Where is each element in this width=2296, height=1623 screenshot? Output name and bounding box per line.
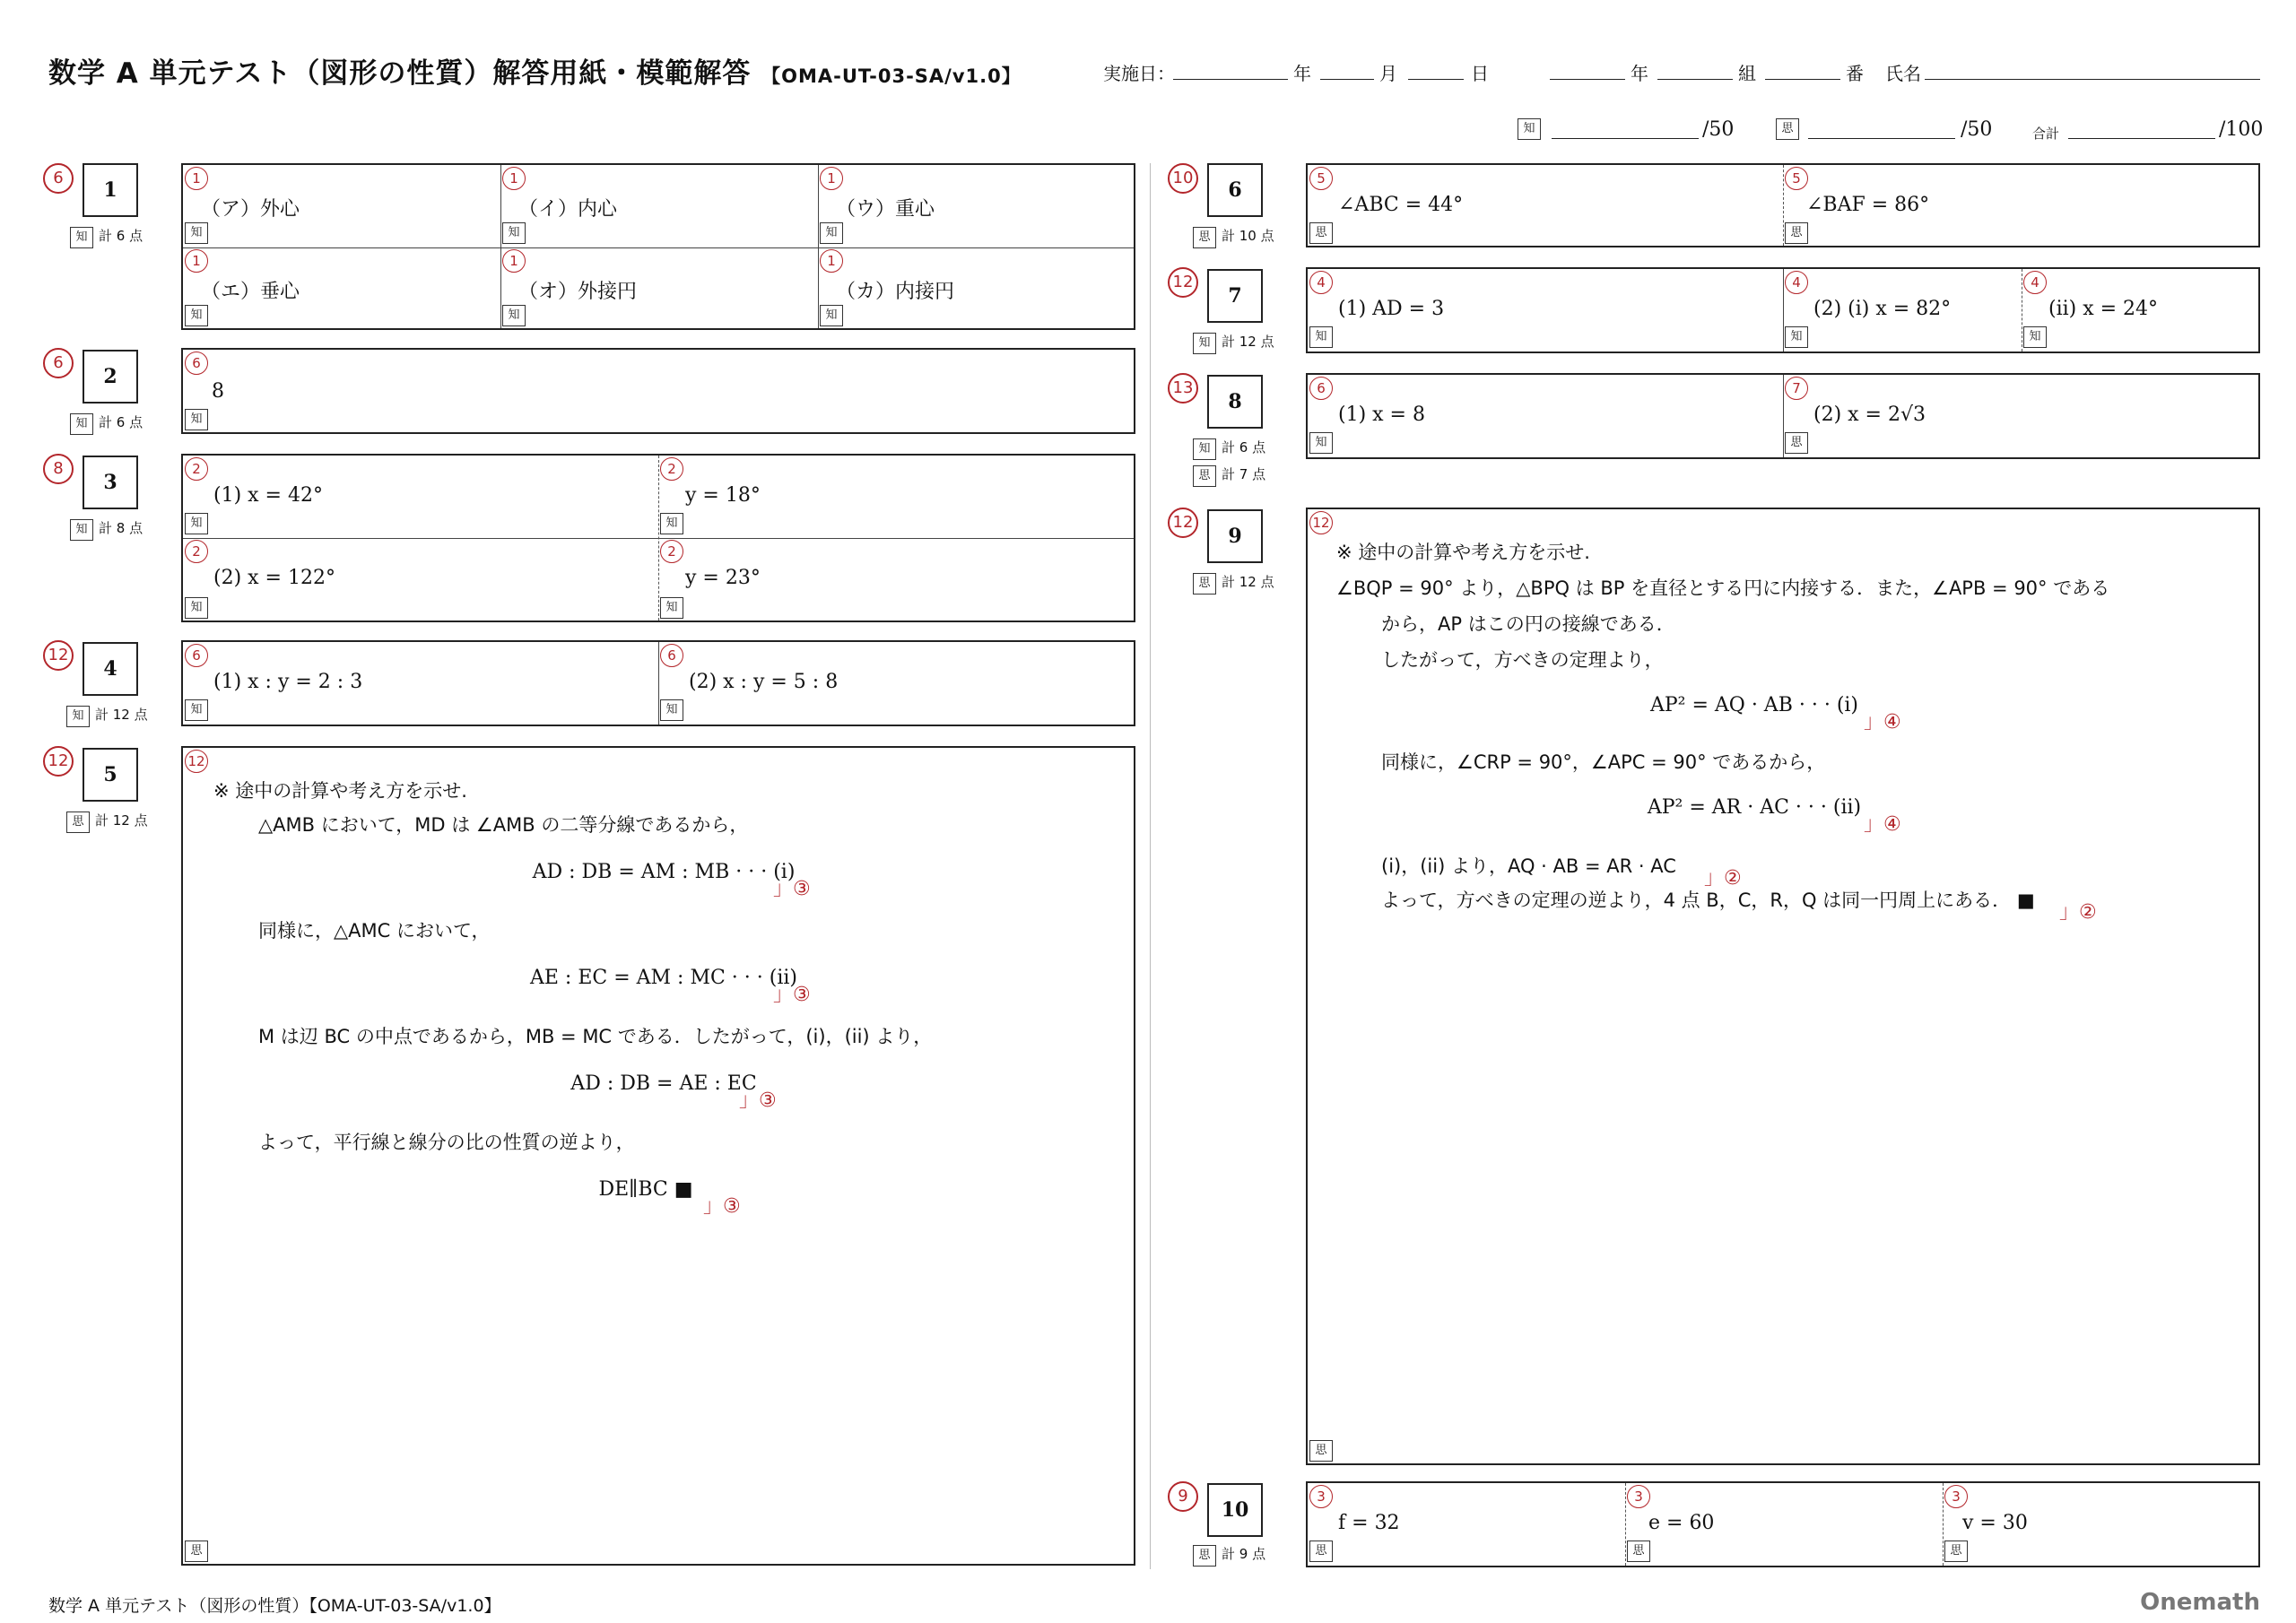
q1c-answer: （ウ）重心 [836,198,935,221]
q5-score-mark: 」③ [773,878,811,900]
q1e-kind: 知 [502,305,526,326]
column-divider [1150,163,1151,1569]
q5-instruction: ※ 途中の計算や考え方を示せ. [213,780,467,802]
title-code: 【OMA-UT-03-SA/v1.0】 [761,65,1022,87]
q9-line: から，AP はこの円の接線である． [1381,613,1675,635]
q8-total-chi-text: 計 6 点 [1222,439,1266,456]
q3-1y-kind: 知 [660,513,683,534]
year-label: 年 [1293,63,1311,84]
q10-e-answer: e = 60 [1648,1512,1715,1534]
q1d-kind: 知 [185,305,208,326]
q1c-points: 1 [820,167,843,190]
q7-2ii-points: 4 [2023,271,2047,294]
q1-row-divider [183,247,1134,248]
q1e-points: 1 [502,249,526,273]
q3-col-divider [658,456,659,621]
q1a-answer: （ア）外心 [201,198,300,221]
q1-points-circle: 6 [43,163,74,194]
q3-total-text: 計 8 点 [99,520,144,536]
q2-kind-box: 知 [185,409,208,430]
q4-col-divider [658,642,659,725]
day-label: 日 [1471,63,1489,84]
score-total-max: /100 [2219,118,2264,141]
q9-total [1193,572,1274,595]
q5-equation: DE∥BC ■ [598,1178,693,1201]
q4-2-points: 6 [660,644,683,667]
q10-v-answer: v = 30 [1962,1512,2028,1534]
q10-total [1193,1544,1265,1567]
q10-v-points: 3 [1944,1485,1968,1508]
date-year-field[interactable] [1173,79,1288,80]
q9-score-mark: 」④ [1864,711,1901,733]
q10-col-divider [1943,1483,1944,1566]
score-chi-box: 知 [1518,118,1541,140]
q2-number: 2 [83,350,138,404]
q7-kind: 知 [1193,333,1216,354]
q9-kind-box: 思 [1309,1440,1333,1462]
score-chi-field[interactable] [1552,138,1699,139]
q3-2x-points: 2 [185,540,208,563]
q3-points-circle: 8 [43,454,74,484]
class-field[interactable] [1657,79,1733,80]
q8-kind-shi: 思 [1193,465,1216,487]
q9-points-circle: 12 [1168,508,1198,538]
q5-points: 12 [185,750,208,773]
q8-answer-frame [1306,373,2260,459]
q1a-points: 1 [185,167,208,190]
q8-2-kind: 思 [1785,432,1808,454]
q6-1-points: 5 [1309,167,1333,190]
q1f-kind: 知 [820,305,843,326]
q9-equation: AP² = AR · AC · · · (ii) [1647,796,1862,819]
q1b-kind: 知 [502,222,526,244]
q9-score-mark: 」② [2059,901,2097,924]
q1e-answer: （オ）外接円 [518,281,638,303]
q10-f-answer: f = 32 [1338,1512,1400,1534]
score-total-field[interactable] [2068,138,2215,139]
title-text: 数学 A 単元テスト（図形の性質）解答用紙・模範解答 [48,57,752,90]
q6-number: 6 [1207,163,1263,217]
q4-total [66,705,148,727]
q4-answer-frame [181,640,1135,726]
q9-number: 9 [1207,509,1263,563]
name-label: 氏名 [1885,63,1921,84]
q8-2-answer: (2) x = 2√3 [1813,404,1926,426]
q6-1-kind: 思 [1309,222,1333,244]
class-year-field[interactable] [1550,79,1625,80]
q9-line: ∠BQP = 90° より，△BPQ は BP を直径とする円に内接する．また，∠APB = 90° である [1336,577,2110,599]
q5-answer-frame [181,746,1135,1566]
q9-kind: 思 [1193,573,1216,595]
q3-2x-answer: (2) x = 122° [213,567,335,589]
q1-number: 1 [83,163,138,217]
q2-answer: 8 [212,380,224,403]
q1-total [70,226,143,248]
q6-kind: 思 [1193,227,1216,248]
month-label: 月 [1379,63,1397,84]
q7-2ii-answer: (ii) x = 24° [2048,298,2159,320]
q7-number: 7 [1207,269,1263,323]
q6-answer-frame [1306,163,2260,247]
q8-total-shi-text: 計 7 点 [1222,466,1266,482]
q9-line: したがって，方べきの定理より， [1381,649,1664,671]
q1-col-divider [818,165,819,328]
q3-2y-points: 2 [660,540,683,563]
q5-score-mark: 」③ [703,1195,741,1218]
class-year-label: 年 [1631,63,1648,84]
q5-kind: 思 [66,812,90,833]
class-label: 組 [1738,63,1756,84]
q5-kind-box: 思 [185,1541,208,1562]
q5-line: M は辺 BC の中点であるから，MB = MC である．したがって，(i)，(ii) より， [258,1026,933,1047]
q1a-kind: 知 [185,222,208,244]
q6-2-points: 5 [1785,167,1808,190]
q3-1y-answer: y = 18° [685,484,761,507]
q5-equation: AE : EC = AM : MC · · · (ii) [529,967,798,989]
q8-number: 8 [1207,375,1263,429]
q8-1-answer: (1) x = 8 [1338,404,1425,426]
q7-points-circle: 12 [1168,267,1198,298]
date-day-field[interactable] [1408,79,1464,80]
q10-total-text: 計 9 点 [1222,1546,1266,1562]
name-field[interactable] [1925,79,2260,80]
q10-e-points: 3 [1627,1485,1650,1508]
q6-points-circle: 10 [1168,163,1198,194]
q8-kind-chi: 知 [1193,438,1216,460]
q5-line: よって，平行線と線分の比の性質の逆より， [258,1132,635,1153]
q8-col-divider [1783,375,1784,457]
q2-total [70,412,143,435]
footer-text: 数学 A 単元テスト（図形の性質）【OMA-UT-03-SA/v1.0】 [48,1596,501,1616]
q4-2-answer: (2) x : y = 5 : 8 [689,671,839,693]
q10-answer-frame [1306,1481,2260,1567]
q8-2-points: 7 [1785,377,1808,400]
q7-col-divider [1783,269,1784,352]
number-label: 番 [1846,63,1864,84]
q2-points: 6 [185,352,208,375]
q4-number: 4 [83,642,138,696]
q4-total-text: 計 12 点 [95,707,148,723]
q2-points-circle: 6 [43,348,74,378]
q1-kind: 知 [70,227,93,248]
q1f-points: 1 [820,249,843,273]
q4-1-answer: (1) x : y = 2 : 3 [213,671,363,693]
brand-logo: Onemath [2140,1589,2260,1616]
q3-1x-answer: (1) x = 42° [213,484,323,507]
page-title [48,50,1022,91]
score-chi-max: /50 [1702,118,1735,141]
q7-2ii-kind: 知 [2023,326,2047,348]
q8-1-points: 6 [1309,377,1333,400]
q10-e-kind: 思 [1627,1541,1650,1562]
q3-2y-kind: 知 [660,597,683,619]
q4-1-kind: 知 [185,699,208,721]
q9-instruction: ※ 途中の計算や考え方を示せ. [1336,542,1590,563]
q1b-points: 1 [502,167,526,190]
q7-1-answer: (1) AD = 3 [1338,298,1445,320]
q9-score-mark: 」② [1704,867,1742,890]
q6-2-kind: 思 [1785,222,1808,244]
q10-kind: 思 [1193,1545,1216,1567]
q2-total-text: 計 6 点 [99,414,144,430]
q5-equation: AD : DB = AM : MB · · · (i) [532,861,796,883]
q6-1-answer: ∠ABC = 44° [1338,194,1464,216]
q9-points: 12 [1309,511,1333,534]
q3-total [70,518,143,541]
date-month-field[interactable] [1320,79,1374,80]
q10-f-points: 3 [1309,1485,1333,1508]
q10-v-kind: 思 [1944,1541,1968,1562]
date-label: 実施日： [1103,63,1175,84]
q7-1-points: 4 [1309,271,1333,294]
q2-kind: 知 [70,413,93,435]
score-total-label: 合計 [2032,126,2060,142]
q1f-answer: （カ）内接円 [836,281,955,303]
q1d-answer: （エ）垂心 [201,281,300,303]
q5-score-mark: 」③ [739,1089,777,1112]
q4-points-circle: 12 [43,640,74,671]
q9-line: (i)，(ii) より，AQ · AB = AR · AC [1381,855,1676,877]
q2-answer-frame [181,348,1135,434]
q9-total-text: 計 12 点 [1222,574,1274,590]
q7-1-kind: 知 [1309,326,1333,348]
q4-1-points: 6 [185,644,208,667]
q10-points-circle: 9 [1168,1481,1198,1512]
q9-line: よって，方べきの定理の逆より，4 点 B，C，R，Q は同一円周上にある． ■ [1381,890,2035,911]
q1d-points: 1 [185,249,208,273]
q3-1x-kind: 知 [185,513,208,534]
q9-line: 同様に，∠CRP = 90°，∠APC = 90° であるから， [1381,751,1826,773]
q8-1-kind: 知 [1309,432,1333,454]
score-shi-max: /50 [1961,118,1993,141]
q8-total-shi [1193,464,1265,487]
q9-equation: AP² = AQ · AB · · · (i) [1649,694,1859,716]
q5-line: △AMB において，MD は ∠AMB の二等分線であるから， [258,814,749,836]
score-shi-box: 思 [1776,118,1799,140]
q6-total-text: 計 10 点 [1222,228,1274,244]
q5-line: 同様に，△AMC において， [258,920,491,942]
q5-equation: AD : DB = AE : EC [570,1072,757,1095]
q3-2y-answer: y = 23° [685,567,761,589]
q3-kind: 知 [70,519,93,541]
q8-points-circle: 13 [1168,373,1198,404]
q7-2i-answer: (2) (i) x = 82° [1813,298,1952,320]
q8-total-chi [1193,438,1265,460]
q5-points-circle: 12 [43,746,74,777]
q3-1y-points: 2 [660,457,683,481]
q10-f-kind: 思 [1309,1541,1333,1562]
q5-score-mark: 」③ [773,984,811,1006]
q7-total-text: 計 12 点 [1222,334,1274,350]
q6-total [1193,226,1274,248]
q3-2x-kind: 知 [185,597,208,619]
q4-2-kind: 知 [660,699,683,721]
q1-total-text: 計 6 点 [99,228,144,244]
q10-col-divider [1625,1483,1626,1566]
q7-2i-kind: 知 [1785,326,1808,348]
q7-total [1193,332,1274,354]
q9-answer-frame [1306,508,2260,1465]
q7-2i-points: 4 [1785,271,1808,294]
q1b-answer: （イ）内心 [518,198,618,221]
q3-number: 3 [83,456,138,509]
q4-kind: 知 [66,706,90,727]
q5-total [66,811,148,833]
q10-number: 10 [1207,1483,1263,1537]
number-field[interactable] [1765,79,1840,80]
q6-col-divider [1783,165,1784,246]
q6-2-answer: ∠BAF = 86° [1806,194,1930,216]
q7-answer-frame [1306,267,2260,353]
q1c-kind: 知 [820,222,843,244]
q1-col-divider [500,165,501,328]
q3-1x-points: 2 [185,457,208,481]
q5-total-text: 計 12 点 [95,812,148,829]
q3-answer-frame [181,454,1135,622]
q5-number: 5 [83,748,138,802]
q9-score-mark: 」④ [1864,813,1901,836]
q1-answer-frame [181,163,1135,330]
score-shi-field[interactable] [1808,138,1955,139]
